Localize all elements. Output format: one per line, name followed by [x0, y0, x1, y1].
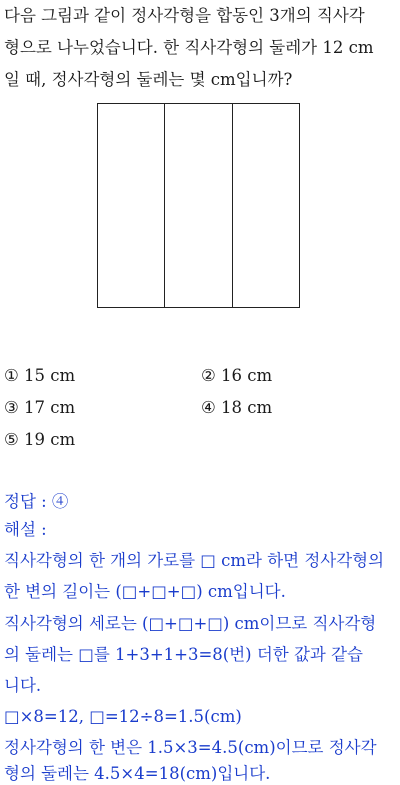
square-figure	[97, 103, 300, 308]
figure-divider-2	[232, 104, 233, 307]
explanation-line-6: □×8=12, □=12÷8=1.5(cm)	[4, 707, 242, 726]
choice-5: ⑤ 19 cm	[4, 430, 76, 449]
choice-4: ④ 18 cm	[201, 398, 273, 417]
choice-1: ① 15 cm	[4, 366, 76, 385]
question-line-2: 형으로 나누었습니다. 한 직사각형의 둘레가 12 cm	[4, 38, 374, 57]
question-line-1: 다음 그림과 같이 정사각형을 합동인 3개의 직사각	[4, 6, 365, 25]
explanation-line-7: 정사각형의 한 변은 1.5×3=4.5(cm)이므로 정사각	[4, 738, 377, 757]
explanation-line-8: 형의 둘레는 4.5×4=18(cm)입니다.	[4, 764, 271, 783]
choice-3: ③ 17 cm	[4, 398, 76, 417]
explanation-heading: 해설 :	[4, 520, 47, 539]
explanation-line-2: 한 변의 길이는 (□+□+□) cm입니다.	[4, 582, 286, 601]
explanation-line-1: 직사각형의 한 개의 가로를 □ cm라 하면 정사각형의	[4, 551, 385, 570]
answer-line: 정답 : ④	[4, 492, 69, 511]
explanation-line-4: 의 둘레는 □를 1+3+1+3=8(번) 더한 값과 같습	[4, 645, 363, 664]
explanation-line-5: 니다.	[4, 676, 42, 695]
figure-divider-1	[164, 104, 165, 307]
explanation-line-3: 직사각형의 세로는 (□+□+□) cm이므로 직사각형	[4, 614, 377, 633]
question-line-3: 일 때, 정사각형의 둘레는 몇 cm입니까?	[4, 70, 293, 89]
choice-2: ② 16 cm	[201, 366, 273, 385]
